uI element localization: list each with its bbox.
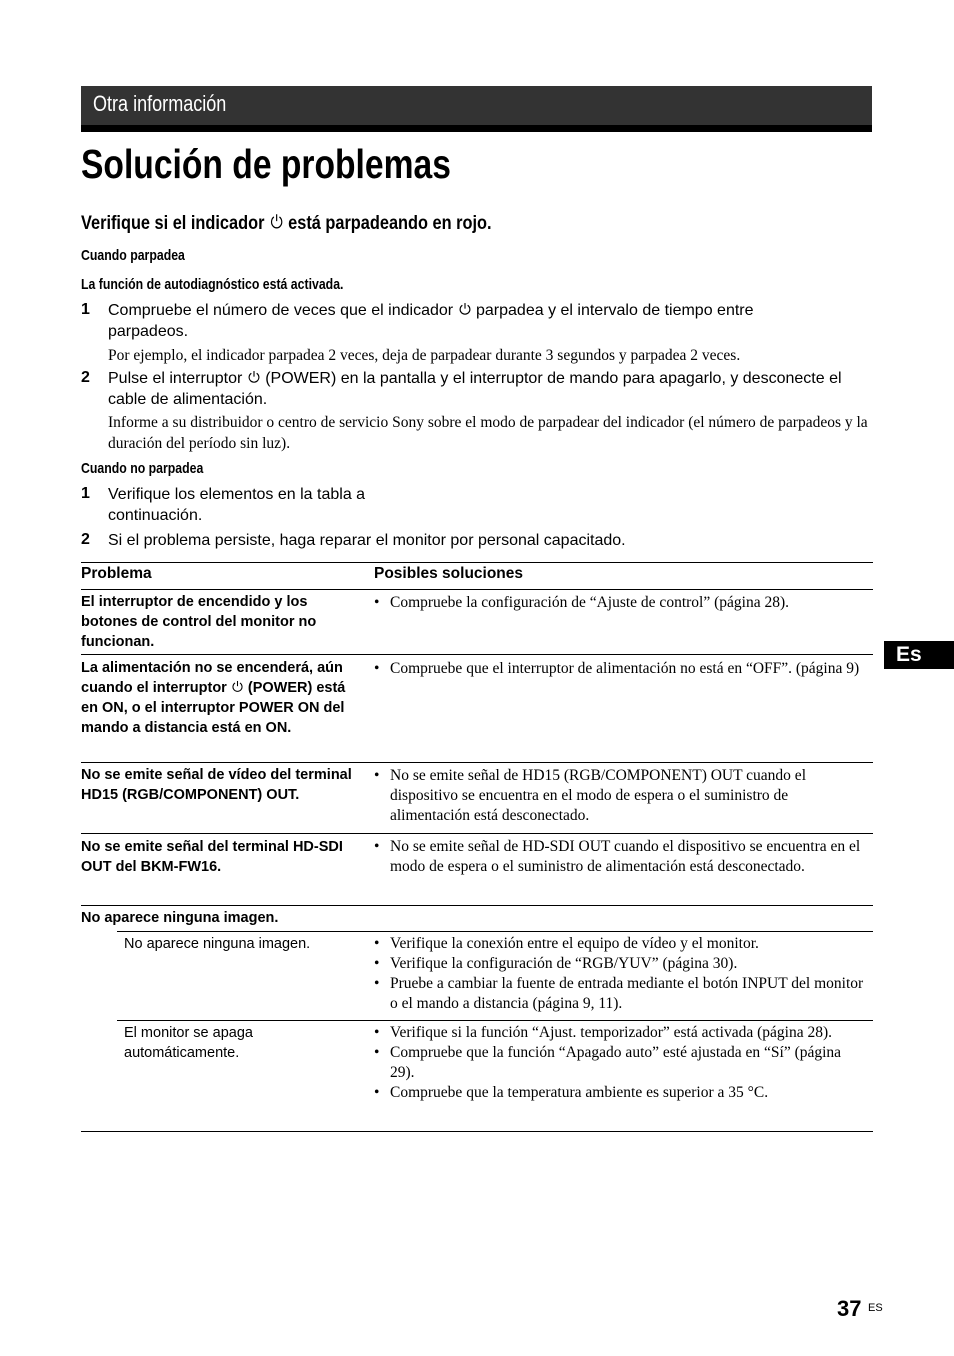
step-text-before: Compruebe el número de veces que el indicador (108, 302, 454, 319)
table-rule (81, 562, 873, 563)
column-header-problem: Problema (81, 565, 152, 582)
when-not-blinks-heading: Cuando no parpadea (81, 460, 204, 477)
section-title: Otra información (93, 91, 227, 116)
step-text: Verifique los elementos en la tabla a continuación. (108, 486, 366, 524)
page-language: ES (868, 1302, 883, 1314)
language-tab-label: Es (896, 643, 922, 666)
table-subrow-problem: El monitor se apaga automáticamente. (124, 1025, 253, 1061)
table-row-solutions (372, 837, 864, 877)
step-text (108, 368, 878, 410)
table-rule (81, 762, 873, 763)
when-blinks-heading: Cuando parpadea (81, 247, 185, 264)
check-heading-after: está parpadeando en rojo. (288, 213, 492, 234)
step-number: 1 (81, 485, 90, 502)
solution-item: • Verifique la conexión entre el equipo de vídeo y el monitor. (372, 934, 864, 954)
table-row-solutions (372, 593, 864, 613)
solution-item: • Compruebe que la temperatura ambiente es superior a 35 °C. (372, 1083, 864, 1103)
solution-item: • Verifique la configuración de “RGB/YUV” (página 30). (372, 954, 864, 974)
page-number: 37 (837, 1296, 862, 1321)
problem-text-before: La alimentación no se encenderá, aún cuando el interruptor (81, 660, 343, 696)
table-rule (81, 589, 873, 590)
solution-item: • No se emite señal de HD-SDI OUT cuando el dispositivo se encuentra en el modo de espera o el suministro de alimentación está desconectado. (372, 837, 864, 877)
solution-item: • Verifique si la función “Ajust. temporizador” está activada (página 28). (372, 1023, 864, 1043)
table-rule (117, 931, 873, 932)
when-blinks-subheading: La función de autodiagnóstico está activada. (81, 276, 344, 293)
section-header-rule (81, 125, 872, 132)
table-rule (81, 1131, 873, 1132)
page-title: Solución de problemas (81, 141, 451, 187)
power-icon (247, 370, 261, 384)
table-rule (117, 1020, 873, 1021)
solution-item: • Compruebe que la función “Apagado auto” esté ajustada en “Sí” (página 29). (372, 1043, 864, 1083)
step-number: 2 (81, 369, 90, 386)
table-row-problem: El interruptor de encendido y los botones de control del monitor no funcionan. (81, 594, 317, 650)
step-number: 1 (81, 301, 90, 318)
step-note: Informe a su distribuidor o centro de servicio Sony sobre el modo de parpadear del indicador (el número de parpadeos y la duración del período sin luz). (108, 414, 868, 452)
table-subrow-solutions (372, 934, 864, 1014)
step-text: Si el problema persiste, haga reparar el monitor por personal capacitado. (108, 532, 626, 549)
power-icon (458, 302, 472, 316)
table-row-solutions (372, 766, 864, 826)
step-number: 2 (81, 531, 90, 548)
solution-item: • Compruebe que el interruptor de alimentación no está en “OFF”. (página 9) (372, 659, 864, 679)
power-icon (269, 213, 284, 230)
step-text-after: parpadea y el intervalo de tiempo entre parpadeos. (108, 302, 754, 340)
table-subrow-solutions (372, 1023, 864, 1103)
table-rule (81, 905, 873, 906)
step-note: Por ejemplo, el indicador parpadea 2 veces, deja de parpadear durante 3 segundos y parpadea 2 veces. (108, 347, 741, 364)
problem-text-after: (POWER) está en ON, o el interruptor POWER ON del mando a distancia está en ON. (81, 680, 346, 736)
step-text-before: Pulse el interruptor (108, 370, 243, 387)
table-rule (81, 833, 873, 834)
table-group-problem: No aparece ninguna imagen. (81, 910, 279, 926)
table-row-problem (81, 658, 361, 738)
power-icon (231, 680, 244, 693)
solution-item: • Compruebe la configuración de “Ajuste de control” (página 28). (372, 593, 864, 613)
check-heading (81, 213, 492, 235)
table-row-problem: No se emite señal del terminal HD-SDI OUT del BKM-FW16. (81, 839, 343, 875)
table-rule (81, 654, 873, 655)
table-subrow-problem: No aparece ninguna imagen. (124, 936, 311, 952)
check-heading-before: Verifique si el indicador (81, 213, 265, 234)
solution-item: • Pruebe a cambiar la fuente de entrada mediante el botón INPUT del monitor o el mando a distancia (página 9, 11). (372, 974, 864, 1014)
step-text-after: (POWER) en la pantalla y el interruptor de mando para apagarlo, y desconecte el cable de alimentación. (108, 370, 842, 408)
table-row-solutions (372, 659, 864, 679)
table-row-problem: No se emite señal de vídeo del terminal HD15 (RGB/COMPONENT) OUT. (81, 767, 352, 803)
step-text (108, 300, 828, 342)
solution-item: • No se emite señal de HD15 (RGB/COMPONENT) OUT cuando el dispositivo se encuentra en el modo de espera o el suministro de alimentación está desconectado. (372, 766, 864, 826)
column-header-solutions: Posibles soluciones (374, 565, 524, 582)
